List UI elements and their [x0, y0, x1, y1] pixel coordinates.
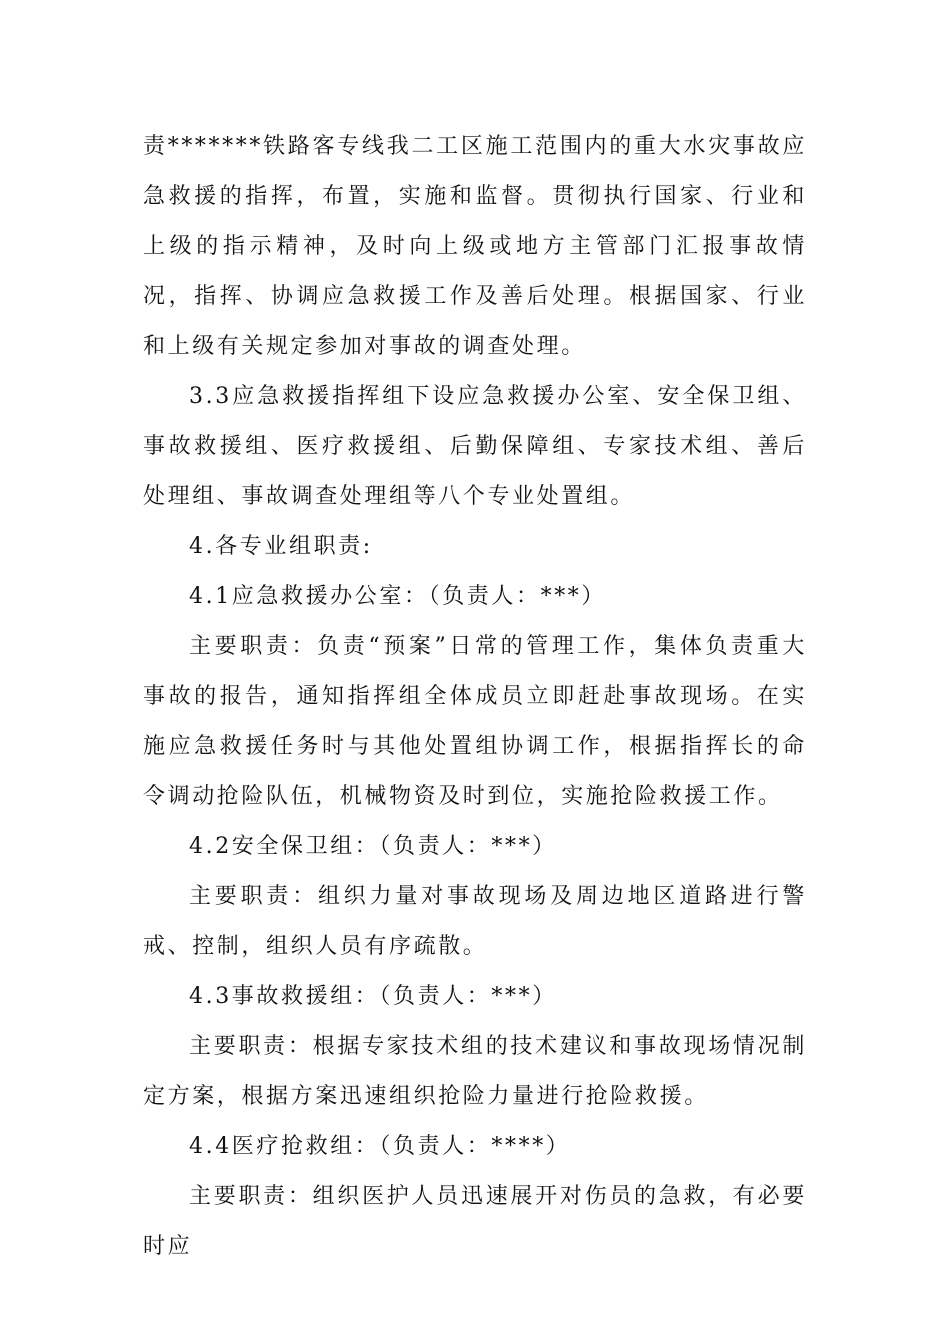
paragraph-4-2-duties: 主要职责：组织力量对事故现场及周边地区道路进行警戒、控制，组织人员有序疏散。 [143, 884, 807, 959]
heading-4-1-emergency-office: 4.1应急救援办公室：（负责人：***） [189, 584, 606, 609]
heading-4-4-medical-group: 4.4医疗抢救组：（负责人：****） [189, 1134, 571, 1159]
heading-4-3-rescue-group: 4.3事故救援组：（负责人：***） [189, 984, 557, 1009]
heading-4-2-security-group: 4.2安全保卫组：（负责人：***） [189, 834, 557, 859]
paragraph-4-1-duties: 主要职责：负责“预案”日常的管理工作，集体负责重大事故的报告，通知指挥组全体成员立即赶赴事故现场。在实施应急救援任务时与其他处置组协调工作，根据指挥长的命令调动抢险队伍，机械物资及时到位，实施抢险救援工作。 [143, 634, 807, 809]
document-body [143, 122, 807, 1272]
paragraph-3-3: 3.3应急救援指挥组下设应急救援办公室、安全保卫组、事故救援组、医疗救援组、后勤保障组、专家技术组、善后处理组、事故调查处理组等八个专业处置组。 [143, 384, 807, 509]
heading-4-group-duties: 4.各专业组职责: [189, 534, 373, 559]
paragraph-responsibilities-continued: 责*******铁路客专线我二工区施工范围内的重大水灾事故应急救援的指挥，布置，实施和监督。贯彻执行国家、行业和上级的指示精神，及时向上级或地方主管部门汇报事故情况，指挥、协调应急救援工作及善后处理。根据国家、行业和上级有关规定参加对事故的调查处理。 [143, 134, 807, 359]
paragraph-4-4-duties: 主要职责：组织医护人员迅速展开对伤员的急救，有必要时应 [143, 1184, 807, 1259]
paragraph-4-3-duties: 主要职责：根据专家技术组的技术建议和事故现场情况制定方案，根据方案迅速组织抢险力量进行抢险救援。 [143, 1034, 807, 1109]
